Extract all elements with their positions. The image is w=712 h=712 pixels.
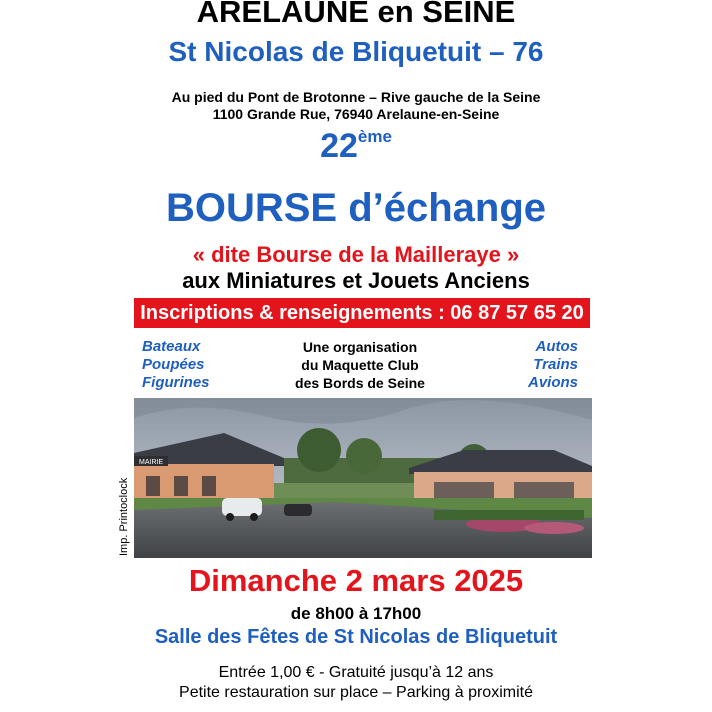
edition-suffix: ème [357,126,392,146]
parked-car [222,498,262,516]
organizer-line: des Bords de Seine [295,375,425,391]
tree [346,438,382,474]
edition-number-value: 22 [320,127,358,165]
category-item: Avions [527,374,578,391]
organizer-block [260,338,460,392]
category-item: Autos [535,338,578,355]
printer-credit: Imp. Printoclock [118,477,130,556]
venue-photo [134,398,592,558]
event-town-title: ARELAUNE en SEINE [196,0,516,29]
left-building-window [146,476,160,496]
amenities-info: Petite restauration sur place – Parking à proximité [179,684,533,701]
event-date: Dimanche 2 mars 2025 [188,563,524,598]
event-name-heading: BOURSE d’échange [165,186,547,230]
entry-fee: Entrée 1,00 € - Gratuité jusqu’à 12 ans [218,664,494,681]
event-hours: de 8h00 à 17h00 [290,604,422,623]
address-line-1: Au pied du Pont de Brotonne – Rive gauche de la Seine [171,89,541,105]
left-building-window [202,476,216,496]
car-wheel [250,513,258,521]
event-theme: aux Miniatures et Jouets Anciens [182,268,530,293]
event-nickname: « dite Bourse de la Mailleraye » [192,242,520,267]
flower-bed [524,522,584,534]
organizer-line: du Maquette Club [301,357,419,373]
address-line-2: 1100 Grande Rue, 76940 Arelaune-en-Seine [212,106,500,122]
event-village-subtitle: St Nicolas de Bliquetuit – 76 [168,36,544,67]
organizer-line: Une organisation [302,339,418,355]
event-venue: Salle des Fêtes de St Nicolas de Bliquetuit [154,626,558,648]
left-building-window [174,476,188,496]
car-wheel [226,513,234,521]
category-item: Figurines [142,374,210,391]
categories-right-list [458,338,578,392]
category-item: Bateaux [142,338,201,355]
tree [297,428,341,472]
category-item: Trains [533,356,578,373]
categories-left-list [142,338,262,392]
edition-number [0,127,712,166]
mairie-sign-text: MAIRIE [139,459,164,466]
bushes [434,510,584,520]
category-item: Poupées [142,356,205,373]
contact-banner: Inscriptions & renseignements : 06 87 57 65 20 [134,298,590,328]
parked-car-2 [284,504,312,516]
